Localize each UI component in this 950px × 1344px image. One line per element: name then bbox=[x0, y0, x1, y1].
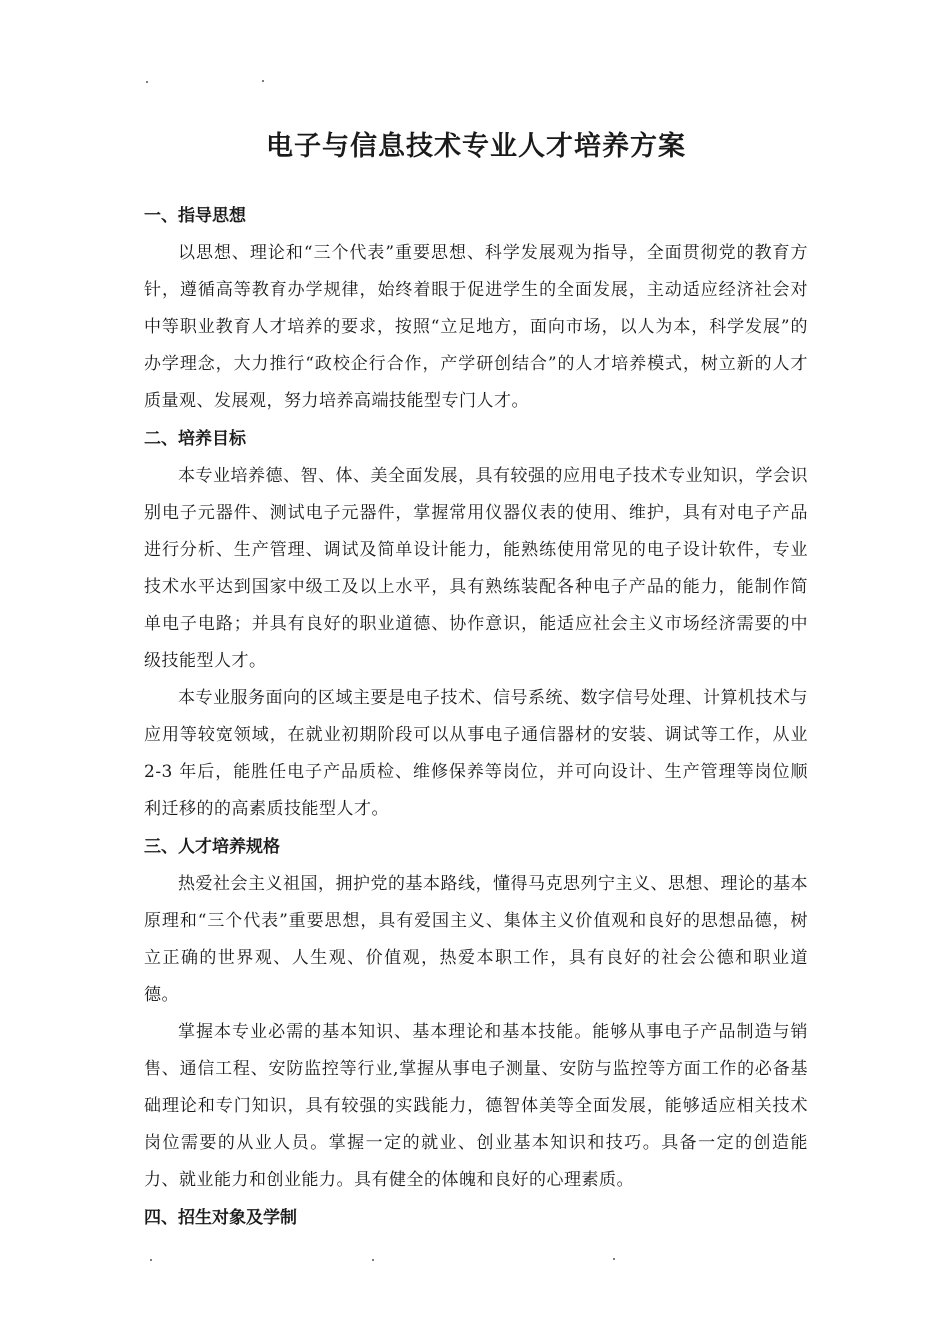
section-heading-2: 二、培养目标 bbox=[144, 429, 246, 449]
section-1-paragraph-1: 以思想、理论和“三个代表”重要思想、科学发展观为指导，全面贯彻党的教育方针，遵循高等教育办学规律，始终着眼于促进学生的全面发展，主动适应经济社会对中等职业教育人才培养的要求，按照“立足地方，面向市场，以人为本，科学发展”的办学理念，大力推行“政校企行合作，产学研创结合”的人才培养模式，树立新的人才质量观、发展观，努力培养高端技能型专门人才。 bbox=[144, 243, 808, 411]
section-3-paragraph-1: 热爱社会主义祖国，拥护党的基本路线，懂得马克思列宁主义、思想、理论的基本原理和“三个代表”重要思想，具有爱国主义、集体主义价值观和良好的思想品德，树立正确的世界观、人生观、价值观，热爱本职工作，具有良好的社会公德和职业道德。 bbox=[144, 874, 808, 1005]
section-3-paragraph-2: 掌握本专业必需的基本知识、基本理论和基本技能。能够从事电子产品制造与销售、通信工程、安防监控等行业,掌握从事电子测量、安防与监控等方面工作的必备基础理论和专门知识，具有较强的实践能力，德智体美等全面发展，能够适应相关技术岗位需要的从业人员。掌握一定的就业、创业基本知识和技巧。具备一定的创造能力、就业能力和创业能力。具有健全的体魄和良好的心理素质。 bbox=[144, 1022, 808, 1190]
section-heading-4: 四、招生对象及学制 bbox=[144, 1208, 297, 1228]
footer-mark bbox=[150, 1259, 152, 1261]
document-title: 电子与信息技术专业人才培养方案 bbox=[266, 131, 686, 162]
section-2-paragraph-1: 本专业培养德、智、体、美全面发展，具有较强的应用电子技术专业知识，学会识别电子元器件、测试电子元器件，掌握常用仪器仪表的使用、维护，具有对电子产品进行分析、生产管理、调试及简单设计能力，能熟练使用常见的电子设计软件，专业技术水平达到国家中级工及以上水平，具有熟练装配各种电子产品的能力，能制作简单电子电路；并具有良好的职业道德、协作意识，能适应社会主义市场经济需要的中级技能型人才。 bbox=[144, 466, 808, 671]
corner-mark bbox=[262, 80, 264, 82]
section-heading-3: 三、人才培养规格 bbox=[144, 837, 280, 857]
document-body bbox=[144, 125, 808, 1237]
footer-mark bbox=[372, 1259, 374, 1261]
section-2-paragraph-2: 本专业服务面向的区域主要是电子技术、信号系统、数字信号处理、计算机技术与应用等较宽领域，在就业初期阶段可以从事电子通信器材的安装、调试等工作，从业 2-3 年后，能胜任电子产品质检、维修保养等岗位，并可向设计、生产管理等岗位顺利迁移的的高素质技能型人才。 bbox=[144, 688, 808, 819]
footer-mark bbox=[613, 1258, 615, 1260]
corner-mark bbox=[146, 81, 148, 83]
section-heading-1: 一、指导思想 bbox=[144, 206, 246, 226]
